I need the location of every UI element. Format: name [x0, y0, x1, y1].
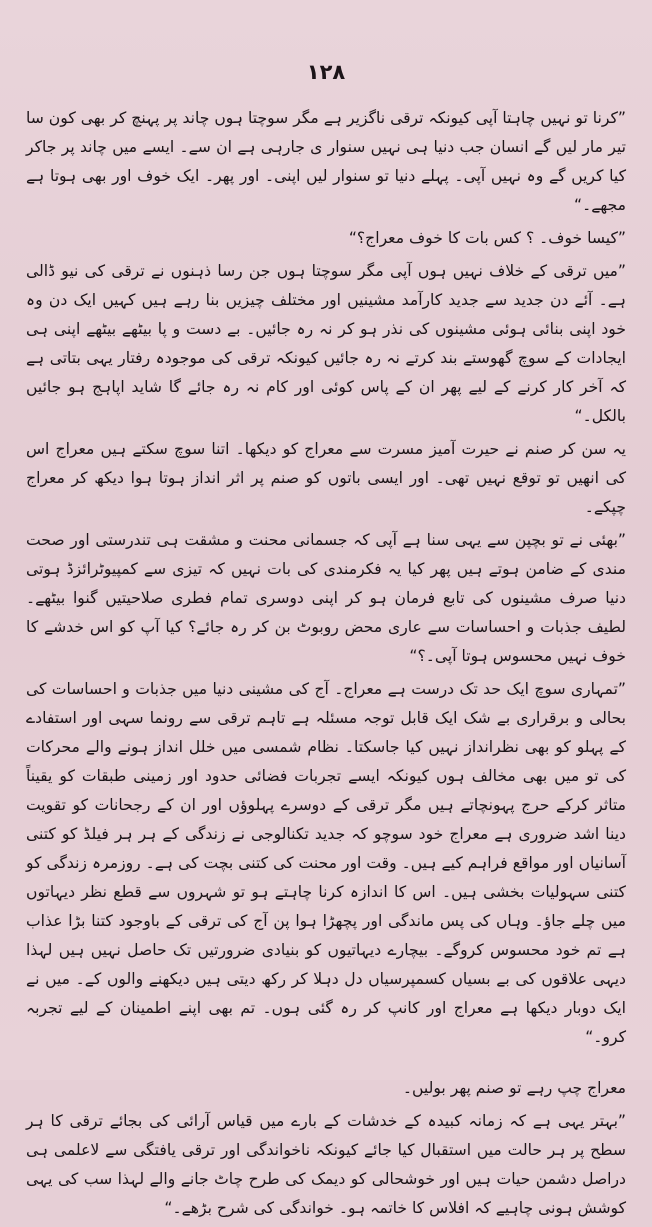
paragraph: ”بہتر یہی ہے کہ زمانہ کبیدہ کے خدشات کے بارے میں قیاس آرائی کی بجائے ترقی کا ہر سطح پر ہر حالت میں استقبال کیا جائے کیونکہ ناخواندگی اور ترقی یافتگی سے لاعلمی ہی دراصل دشمن حیات ہیں اور خوشحالی کو دیمک کی طرح چاٹ جانے والے لہذا سب کی یہی کوشش ہونی چاہیے کہ افلاس کا خاتمہ ہو۔ خواندگی کی شرح بڑھے۔“	[26, 1112, 626, 1217]
paragraph: ”بھئی نے تو بچپن سے یہی سنا ہے آپی کہ جسمانی محنت و مشقت ہی تندرستی اور صحت مندی کے ضامن ہوتے ہیں پھر کیا یہ فکرمندی کی بات نہیں کہ تیزی سے کمپیوٹرائزڈ ہوتی دنیا صرف مشینوں کی تابع فرمان ہو کر اپنی دوسری تمام فطری صلاحیتیں گنوا بیٹھے۔ لطیف جذبات و احساسات سے عاری محض روبوٹ بن کر رہ جائے؟ کیا آپ کو اس خدشے کا خوف نہیں محسوس ہوتا آپی۔؟“	[26, 531, 626, 665]
paragraph: یہ سن کر صنم نے حیرت آمیز مسرت سے معراج کو دیکھا۔ اتنا سوچ سکتے ہیں معراج اس کی انھیں تو توقع نہیں تھی۔ اور ایسی باتوں کو صنم پر اثر انداز ہوتا ہوا دیکھ کر معراج چپکے۔	[26, 440, 626, 516]
page-text	[26, 104, 626, 1227]
paragraph: ”تمہاری سوچ ایک حد تک درست ہے معراج۔ آج کی مشینی دنیا میں جذبات و احساسات کی بحالی و برقراری بے شک ایک قابل توجہ مسئلہ ہے تاہم ترقی سے رونما سہی اور استفادے کے پہلو کو بھی نظرانداز نہیں کیا جاسکتا۔ نظام شمسی میں خلل انداز ہونے والے محرکات کی تو میں بھی مخالف ہوں کیونکہ ایسے تجربات فضائی حدود اور زمینی طبقات کو یقیناً متاثر کرکے حرج پہونچاتے ہیں مگر ترقی کے دوسرے پہلوؤں اور ان کے رجحانات کو تقویت دینا اشد ضروری ہے معراج خود سوچو کہ جدید تکنالوجی نے زندگی کے ہر ہر فیلڈ کو کتنی آسانیاں اور مواقع فراہم کیے ہیں۔ وقت اور محنت کی کتنی بچت کی ہے۔ روزمرہ زندگی کو کتنی سہولیات بخشی ہیں۔ اس کا اندازہ کرنا چاہتے ہو تو شہروں سے قطع نظر دیہاتوں میں چلے جاؤ۔ وہاں کی پس ماندگی اور پچھڑا ہوا پن آج کی ترقی کے باوجود کتنا بڑا عذاب ہے تم خود محسوس کروگے۔ بیچارے دیہاتیوں کو بنیادی ضرورتیں تک حاصل نہیں ہیں لہذا دیہی علاقوں کی بے بسیاں کسمپرسیاں دل دہلا کر رکھ دیتی ہیں دیکھنے والوں کے۔ میں نے ایک دوبار دیکھا ہے معراج اور کانپ کر رہ گئی ہوں۔ تم بھی اپنے اطمینان کے لیے تجربہ کرو۔“	[26, 680, 626, 1046]
paragraph: ”میں ترقی کے خلاف نہیں ہوں آپی مگر سوچتا ہوں جن رسا ذہنوں نے ترقی کی نیو ڈالی ہے۔ آئے دن جدید سے جدید کارآمد مشینیں اور مختلف چیزیں بنا رہے ہیں کہیں ایک دن وہ خود اپنی بنائی ہوئی مشینوں کی نذر ہو کر نہ رہ جائیں۔ بے دست و پا بیٹھے بیٹھے اپنی ہی ایجادات کے سوچ گھوستے بند کرتے نہ رہ جائیں کیونکہ ترقی کی موجودہ رفتار یہی بتاتی ہے کہ آخر کار کرنے کے لیے پھر ان کے پاس کوئی اور کام نہ رہ جائے گا شاید اپاہج ہو جائیں بالکل۔“	[26, 262, 626, 425]
paragraph: ”کیسا خوف۔ ؟ کس بات کا خوف معراج؟“	[348, 229, 626, 247]
page-number: ١٢٨	[306, 60, 346, 84]
paragraph: معراج چپ رہے تو صنم پھر بولیں۔	[402, 1079, 626, 1097]
paragraph: ”کرنا تو نہیں چاہتا آپی کیونکہ ترقی ناگزیر ہے مگر سوچتا ہوں چاند پر پہنچ کر بھی کون سا تیر مار لیں گے انسان جب دنیا ہی نہیں سنوار ی جارہی ہے ان سے۔ ایسے میں چاند پر جاکر کیا کریں گے وہ نہیں آپی۔ پہلے دنیا تو سنوار لیں اپنی۔ اور پھر۔ ایک خوف اور بھی ہوتا ہے مجھے۔“	[26, 109, 626, 214]
